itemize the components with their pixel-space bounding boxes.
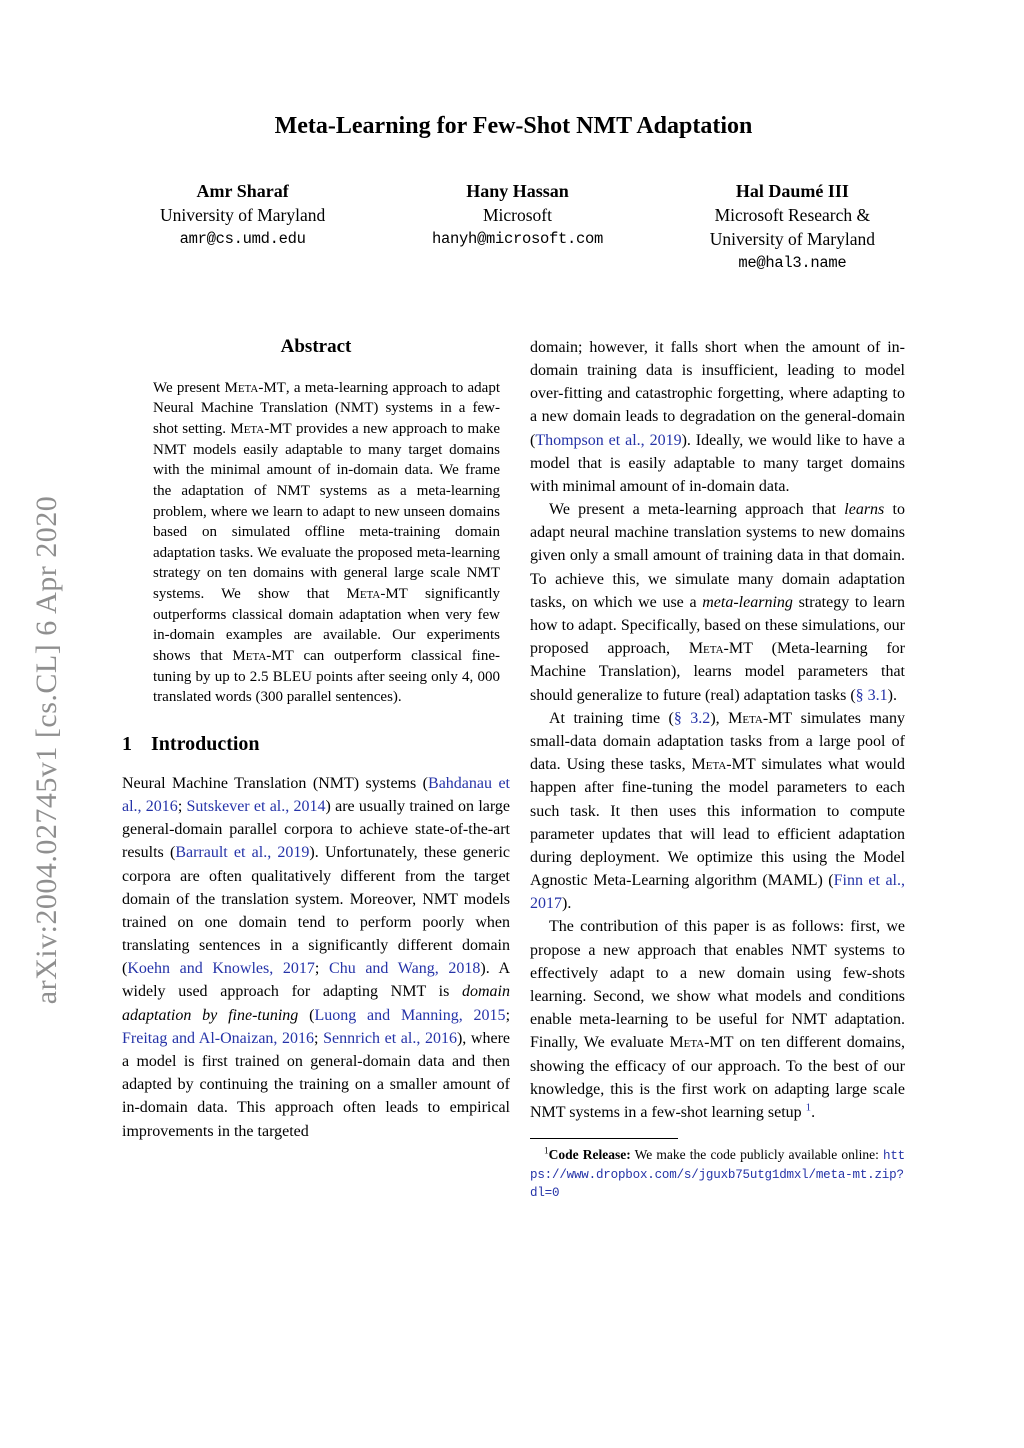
text-segment: Meta-MT: [224, 379, 286, 396]
code-release-url[interactable]: https://www.dropbox.com/s/jguxb75utg1dmxl/meta-mt.zip?dl=0: [530, 1149, 905, 1201]
text-segment: ). A widely used approach for adapting NMT is: [122, 960, 511, 1001]
text-segment: simulates many small-data domain adaptation tasks from a large pool of data. Using these tasks,: [530, 709, 906, 774]
text-segment: 1: [544, 1145, 549, 1156]
paragraph: [530, 707, 905, 916]
text-segment: Meta-MT: [728, 709, 793, 727]
text-segment: significantly outperforms classical domain adaptation when very few in-domain examples are available. Our experiments shows that: [153, 586, 500, 664]
author-affiliation: Microsoft: [482, 204, 553, 225]
abstract-heading: Abstract: [280, 335, 352, 357]
author-affiliation: University of Maryland: [709, 228, 875, 249]
citation-link[interactable]: Luong and Manning, 2015: [314, 1006, 506, 1024]
text-segment: on ten different domains, showing the efficacy of our approach. To the best of our knowledge, this is the first work on adapting large scale NMT systems in a few-shot learning setup: [530, 1034, 905, 1121]
text-segment: domain adaptation by fine-tuning: [122, 983, 510, 1024]
section-ref-link[interactable]: § 3.2: [673, 709, 711, 727]
citation-link[interactable]: Barrault et al., 2019: [175, 844, 310, 862]
abstract-paragraph: [122, 378, 510, 708]
author-2: [432, 179, 603, 276]
author-affiliation: University of Maryland: [160, 204, 326, 225]
author-name: Amr Sharaf: [196, 180, 289, 201]
arxiv-watermark: arXiv:2004.02745v1 [cs.CL] 6 Apr 2020: [30, 495, 63, 1005]
text-segment: Meta-MT: [230, 421, 292, 438]
paragraph: [122, 772, 510, 1143]
author-name: Hany Hassan: [466, 180, 569, 201]
text-segment: Meta-MT: [669, 1034, 734, 1052]
text-segment: provides a new approach to make NMT models easily adaptable to many target domains with the minimal amount of in-domain data. We frame the adaptation of NMT systems as a meta-learning problem, where we learn to adapt to new unseen domains based on simulated offline meta-training domain adaptation tasks. We evaluate the proposed meta-learning strategy on ten domains with general large scale NMT systems. We show that: [153, 421, 500, 603]
text-segment: ;: [505, 1006, 511, 1024]
text-segment: can outperform classical fine-tuning by up to 2.5 BLEU points after seeing only 4, 000 translated words (300 parallel sentences).: [153, 647, 501, 706]
paper-title: Meta-Learning for Few-Shot NMT Adaptation: [274, 113, 753, 139]
text-segment: Code Release:: [548, 1147, 631, 1163]
text-segment: Neural Machine Translation (NMT) systems (: [122, 774, 429, 792]
text-segment: (: [298, 1006, 315, 1024]
text-segment: (Meta-learning for Machine Translation), learns model parameters that should generalize to future (real) adaptation tasks (: [530, 640, 905, 704]
footnote-divider: [530, 1138, 678, 1139]
text-segment: ;: [314, 1029, 324, 1047]
text-segment: , a meta-learning approach to adapt Neural Machine Translation (NMT) systems in a few-shot setting.: [153, 379, 500, 438]
text-segment: ) are usually trained on large general-domain parallel corpora to achieve state-of-the-art results (: [122, 797, 511, 862]
text-segment: ),: [710, 709, 729, 727]
text-segment: strategy to learn how to adapt. Specifically, based on these simulations, our proposed approach,: [530, 593, 906, 658]
left-column: [122, 336, 510, 1143]
text-segment: .: [811, 1103, 816, 1121]
author-1: [160, 179, 325, 276]
text-segment: ;: [314, 960, 330, 978]
text-segment: We make the code publicly available online:: [630, 1147, 883, 1163]
citation-link[interactable]: Chu and Wang, 2018: [329, 960, 481, 978]
footnote: [530, 1146, 905, 1202]
section-number: 1: [122, 732, 132, 755]
paragraph: [530, 336, 905, 498]
citation-link[interactable]: Thompson et al., 2019: [535, 431, 682, 449]
text-segment: simulates what would happen after fine-tuning the model parameters to each such task. It then uses this information to compute parameter updates that will lead to efficient adaptation during deployment. We optimize this using the Model Agnostic Meta-Learning algorithm (MAML) (: [530, 756, 905, 890]
author-email[interactable]: amr@cs.umd.edu: [179, 229, 306, 248]
citation-link[interactable]: Sennrich et al., 2016: [323, 1029, 457, 1047]
two-column-body: [122, 336, 905, 1202]
author-name: Hal Daumé III: [735, 180, 849, 201]
section-ref-link[interactable]: § 3.1: [855, 686, 888, 704]
text-segment: Meta-MT: [346, 586, 408, 603]
paper-content: [122, 0, 905, 1202]
author-affiliation: Microsoft Research &: [714, 204, 871, 225]
text-segment: ).: [887, 686, 897, 704]
text-segment: ), where a model is first trained on general-domain data and then adapted by continuing the training on a smaller amount of in-domain data. This approach often leads to empirical improvements in the targeted: [122, 1029, 511, 1140]
text-segment: Meta-MT: [688, 640, 753, 658]
section-title: Introduction: [151, 732, 260, 755]
text-segment: to adapt neural machine translation systems to new domains given only a small amount of training data in that domain. To achieve this, we simulate many domain adaptation tasks, on which we use a: [530, 501, 905, 611]
text-segment: Meta-MT: [232, 647, 294, 664]
author-email[interactable]: me@hal3.name: [738, 253, 847, 272]
citation-link[interactable]: Freitag and Al-Onaizan, 2016: [122, 1029, 315, 1047]
citation-link[interactable]: Finn et al., 2017: [530, 872, 905, 913]
text-segment: ). Ideally, we would like to have a model that is easily adaptable to many target domains with minimal amount of in-domain data.: [530, 431, 905, 495]
right-column: [530, 336, 905, 1202]
footnote-ref[interactable]: 1: [805, 1101, 812, 1114]
citation-link[interactable]: Koehn and Knowles, 2017: [127, 960, 315, 978]
author-3: [710, 179, 875, 276]
text-segment: domain; however, it falls short when the amount of in-domain training data is insufficient, leading to model over-fitting and catastrophic forgetting, where adapting to a new domain leads to degradation on the general-domain (: [530, 338, 905, 449]
text-segment: ;: [177, 797, 187, 815]
text-segment: We present: [153, 379, 225, 396]
text-segment: learns: [844, 501, 885, 519]
text-segment: ).: [562, 895, 572, 913]
text-segment: At training time (: [549, 709, 674, 727]
citation-link[interactable]: Sutskever et al., 2014: [186, 797, 326, 815]
paragraph: [530, 498, 905, 707]
author-block: [122, 179, 905, 276]
text-segment: Meta-MT: [691, 756, 756, 774]
paragraph: [530, 915, 905, 1124]
text-segment: The contribution of this paper is as follows: first, we propose a new approach that enables NMT systems to effectively adapt to a new domain using few-shots learning. Second, we show what models and conditions enable meta-learning to be useful for NMT adaptation. Finally, We evaluate: [530, 918, 905, 1052]
text-segment: We present a meta-learning approach that: [549, 501, 845, 519]
citation-link[interactable]: Bahdanau et al., 2016: [122, 774, 510, 815]
text-segment: meta-learning: [702, 593, 793, 611]
author-email[interactable]: hanyh@microsoft.com: [431, 229, 604, 248]
section-heading-introduction: [122, 733, 510, 756]
text-segment: ). Unfortunately, these generic corpora are often qualitatively different from the target domain of the translation system. Moreover, NMT models trained on one domain tend to perform poorly when translating sentences in a significantly different domain (: [122, 844, 511, 978]
